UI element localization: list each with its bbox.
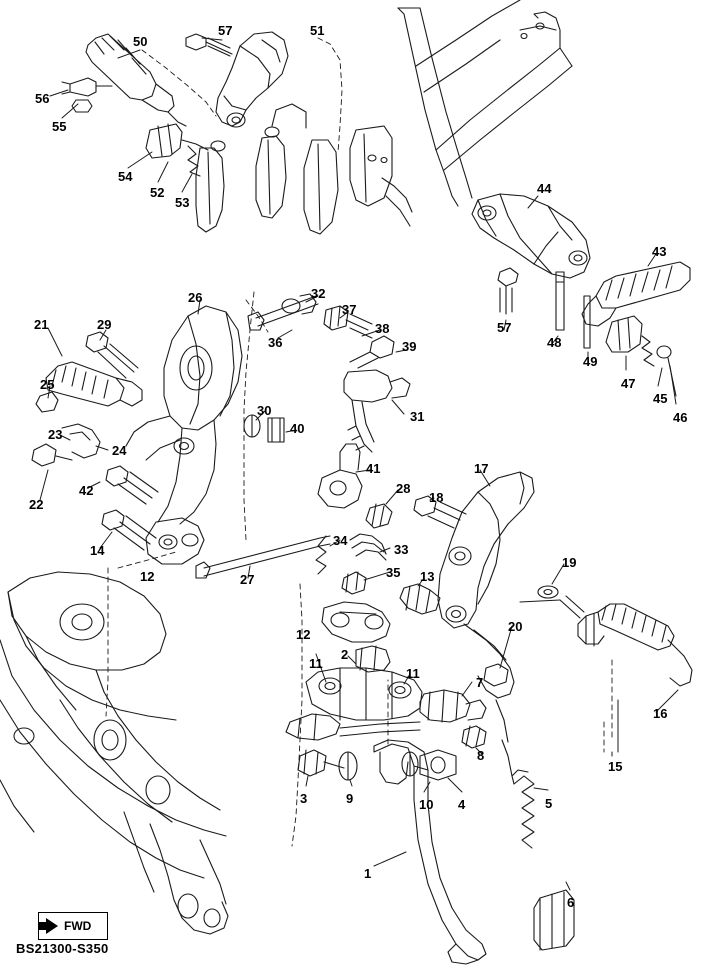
callout-number: 34 [333, 533, 348, 548]
callout-number: 17 [474, 461, 489, 476]
callout-number: 12 [140, 569, 155, 584]
callout-number: 57 [218, 23, 233, 38]
frame-lower-left [0, 569, 228, 934]
callout-number: 39 [402, 339, 417, 354]
right-rear-footrest-assembly [438, 472, 692, 698]
fwd-label: FWD [64, 919, 92, 933]
callout-number: 36 [268, 335, 283, 350]
callout-number: 3 [300, 791, 308, 806]
callout-number: 10 [419, 797, 434, 812]
callout-number: 33 [394, 542, 409, 557]
callout-number: 48 [547, 335, 562, 350]
callout-number: 50 [133, 34, 148, 49]
callout-number: 1 [364, 866, 372, 881]
callout-number: 31 [410, 409, 425, 424]
callout-number: 14 [90, 543, 105, 558]
callout-number: 45 [653, 391, 668, 406]
callout-number: 11 [406, 666, 420, 681]
callout-number: 41 [366, 461, 381, 476]
callout-number: 4 [458, 797, 466, 812]
callout-number: 12 [296, 627, 311, 642]
right-front-footrest-assembly [472, 194, 690, 396]
callout-number: 5 [545, 796, 553, 811]
callout-number: 40 [290, 421, 305, 436]
callout-number: 18 [429, 490, 444, 505]
callout-number: 28 [396, 481, 411, 496]
callout-number: 22 [29, 497, 44, 512]
callout-number: 2 [341, 647, 349, 662]
callout-number: 9 [346, 791, 354, 806]
callout-number: 49 [583, 354, 598, 369]
side-stand-assembly [286, 602, 574, 964]
part-code-label: BS21300-S350 [16, 941, 109, 956]
callout-number: 21 [34, 317, 49, 332]
callout-number: 13 [420, 569, 435, 584]
shift-pedal-bracket-assembly [32, 306, 242, 564]
callout-number: 30 [257, 403, 272, 418]
callout-number: 29 [97, 317, 112, 332]
callout-number: 44 [537, 181, 552, 196]
callout-number: 42 [79, 483, 94, 498]
callout-number: 26 [188, 290, 203, 305]
callout-number: 47 [621, 376, 636, 391]
callout-number: 15 [608, 759, 623, 774]
callout-number: 24 [112, 443, 127, 458]
callout-number: 35 [386, 565, 401, 580]
left-front-footrest-assembly [62, 32, 412, 234]
callout-number: 20 [508, 619, 523, 634]
callout-number: 56 [35, 91, 50, 106]
callout-number: 55 [52, 119, 67, 134]
callout-number: 43 [652, 244, 667, 259]
callout-number: 38 [375, 321, 390, 336]
callout-number: 6 [567, 895, 575, 910]
callout-number: 53 [175, 195, 190, 210]
callout-number: 37 [342, 302, 357, 317]
callout-number: 19 [562, 555, 577, 570]
callout-number: 54 [118, 169, 133, 184]
callout-number: 7 [476, 675, 484, 690]
callout-number: 57 [497, 320, 512, 335]
callout-number: 46 [673, 410, 688, 425]
callout-number: 23 [48, 427, 63, 442]
callout-number: 51 [310, 23, 325, 38]
callout-number: 11 [309, 656, 323, 671]
frame-rails-upper [398, 0, 572, 206]
callout-number: 52 [150, 185, 165, 200]
callout-number: 27 [240, 572, 255, 587]
callout-number: 8 [477, 748, 485, 763]
callout-number: 32 [311, 286, 326, 301]
callout-number: 16 [653, 706, 668, 721]
shift-linkage-assembly [196, 294, 466, 614]
callout-number: 25 [40, 377, 55, 392]
